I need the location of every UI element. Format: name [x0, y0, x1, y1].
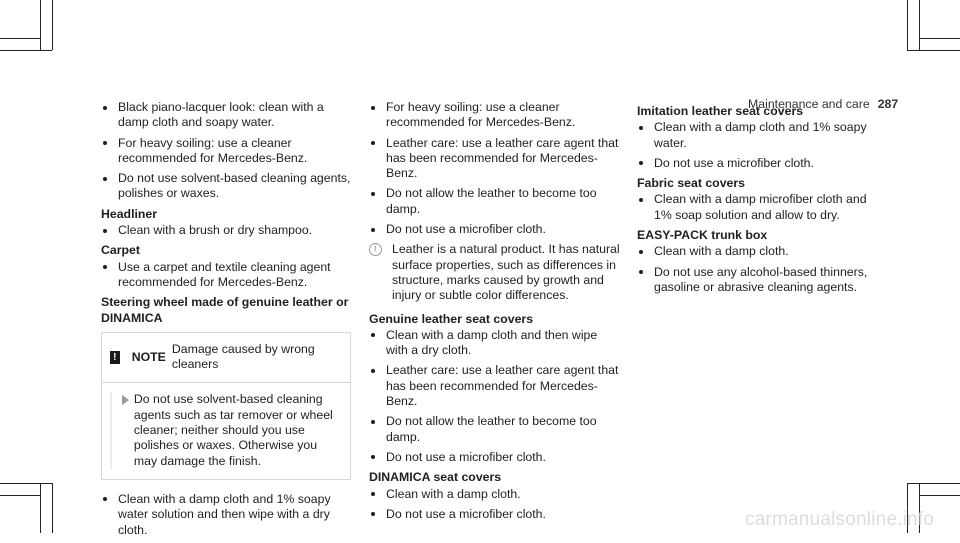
info-note: [369, 242, 621, 303]
section-heading-dinamica: DINAMICA seat covers: [369, 470, 502, 485]
arrow-right-icon: [122, 395, 129, 405]
list-item: Do not use a microfiber cloth.: [369, 450, 621, 465]
info-icon: i: [369, 243, 382, 256]
crop-mark: [0, 495, 40, 496]
list-item: Do not allow the leather to become too damp.: [369, 186, 621, 217]
crop-mark: [907, 50, 960, 51]
section-heading-headliner: Headliner: [101, 206, 158, 221]
note-title: NOTE: [131, 349, 166, 364]
list-item: Do not use any alcohol-based thinners, gasoline or abrasive cleaning agents.: [637, 265, 869, 296]
note-text: [122, 392, 342, 468]
crop-mark: [52, 483, 53, 533]
section-heading-steering-wheel: Steering wheel made of genuine leather or DINAMICA: [101, 295, 349, 325]
crop-mark: [40, 483, 41, 533]
crop-mark: [919, 38, 960, 39]
crop-mark: [919, 0, 920, 50]
list-item: Do not use a microfiber cloth.: [369, 222, 621, 237]
list-item: Black piano-lacquer look: clean with a damp cloth and soapy water.: [101, 100, 351, 131]
note-box: [101, 332, 351, 480]
list-item: Clean with a damp cloth and 1% soapy water.: [637, 120, 869, 151]
crop-mark: [0, 50, 52, 51]
crop-mark: [907, 0, 908, 50]
crop-mark: [40, 0, 41, 50]
list-item: Do not use solvent-based cleaning agents, polishes or waxes.: [101, 171, 351, 202]
section-title: Maintenance and care: [748, 97, 870, 111]
column-3: [637, 100, 869, 300]
list-item: Do not allow the leather to become too damp.: [369, 414, 621, 445]
list-item: Do not use a microfiber cloth.: [369, 507, 621, 522]
crop-mark: [0, 38, 40, 39]
info-text: Leather is a natural product. It has natural surface properties, such as differences in structure, marks caused by growth and injury or subtle color differences.: [392, 242, 620, 303]
list-item: Clean with a damp cloth.: [369, 487, 621, 502]
list-item: Clean with a damp microfiber cloth and 1% soap solution and allow to dry.: [637, 192, 869, 223]
crop-mark: [907, 483, 960, 484]
note-header: [102, 333, 350, 384]
list-item: Clean with a damp cloth.: [637, 244, 869, 259]
list-item: Leather care: use a leather care agent that has been recommended for Mercedes-Benz.: [369, 136, 621, 182]
list-item: Clean with a damp cloth and 1% soapy water solution and then wipe with a dry cloth.: [101, 492, 351, 538]
list-item: Clean with a brush or dry shampoo.: [101, 223, 351, 238]
note-side-bar: [110, 392, 112, 468]
page-number: 287: [877, 97, 899, 111]
section-heading-easy-pack: EASY-PACK trunk box: [637, 228, 768, 243]
crop-mark: [0, 483, 52, 484]
section-heading-fabric: Fabric seat covers: [637, 176, 746, 191]
warning-icon: !: [110, 351, 120, 364]
list-item: For heavy soiling: use a cleaner recommended for Mercedes-Benz.: [369, 100, 621, 131]
column-1: [101, 100, 351, 543]
list-item: Use a carpet and textile cleaning agent recommended for Mercedes-Benz.: [101, 260, 351, 291]
list-item: Leather care: use a leather care agent that has been recommended for Mercedes-Benz.: [369, 363, 621, 409]
note-body: [102, 383, 350, 478]
section-heading-imitation-leather: Imitation leather seat covers: [637, 104, 804, 118]
crop-mark: [52, 0, 53, 50]
note-subtitle: Damage caused by wrong cleaners: [171, 341, 315, 372]
note-body-text: Do not use solvent-based cleaning agents such as tar remover or wheel cleaner; neither should you use polishes or waxes. Otherwise you may damage the finish.: [133, 392, 333, 468]
list-item: Clean with a damp cloth and then wipe with a dry cloth.: [369, 328, 621, 359]
column-2: [369, 100, 621, 527]
list-item: Do not use a microfiber cloth.: [637, 156, 869, 171]
watermark: carmanualsonline.info: [745, 509, 935, 530]
section-heading-genuine-leather: Genuine leather seat covers: [369, 311, 534, 326]
section-heading-carpet: Carpet: [101, 243, 140, 258]
crop-mark: [919, 495, 960, 496]
list-item: For heavy soiling: use a cleaner recommended for Mercedes-Benz.: [101, 136, 351, 167]
